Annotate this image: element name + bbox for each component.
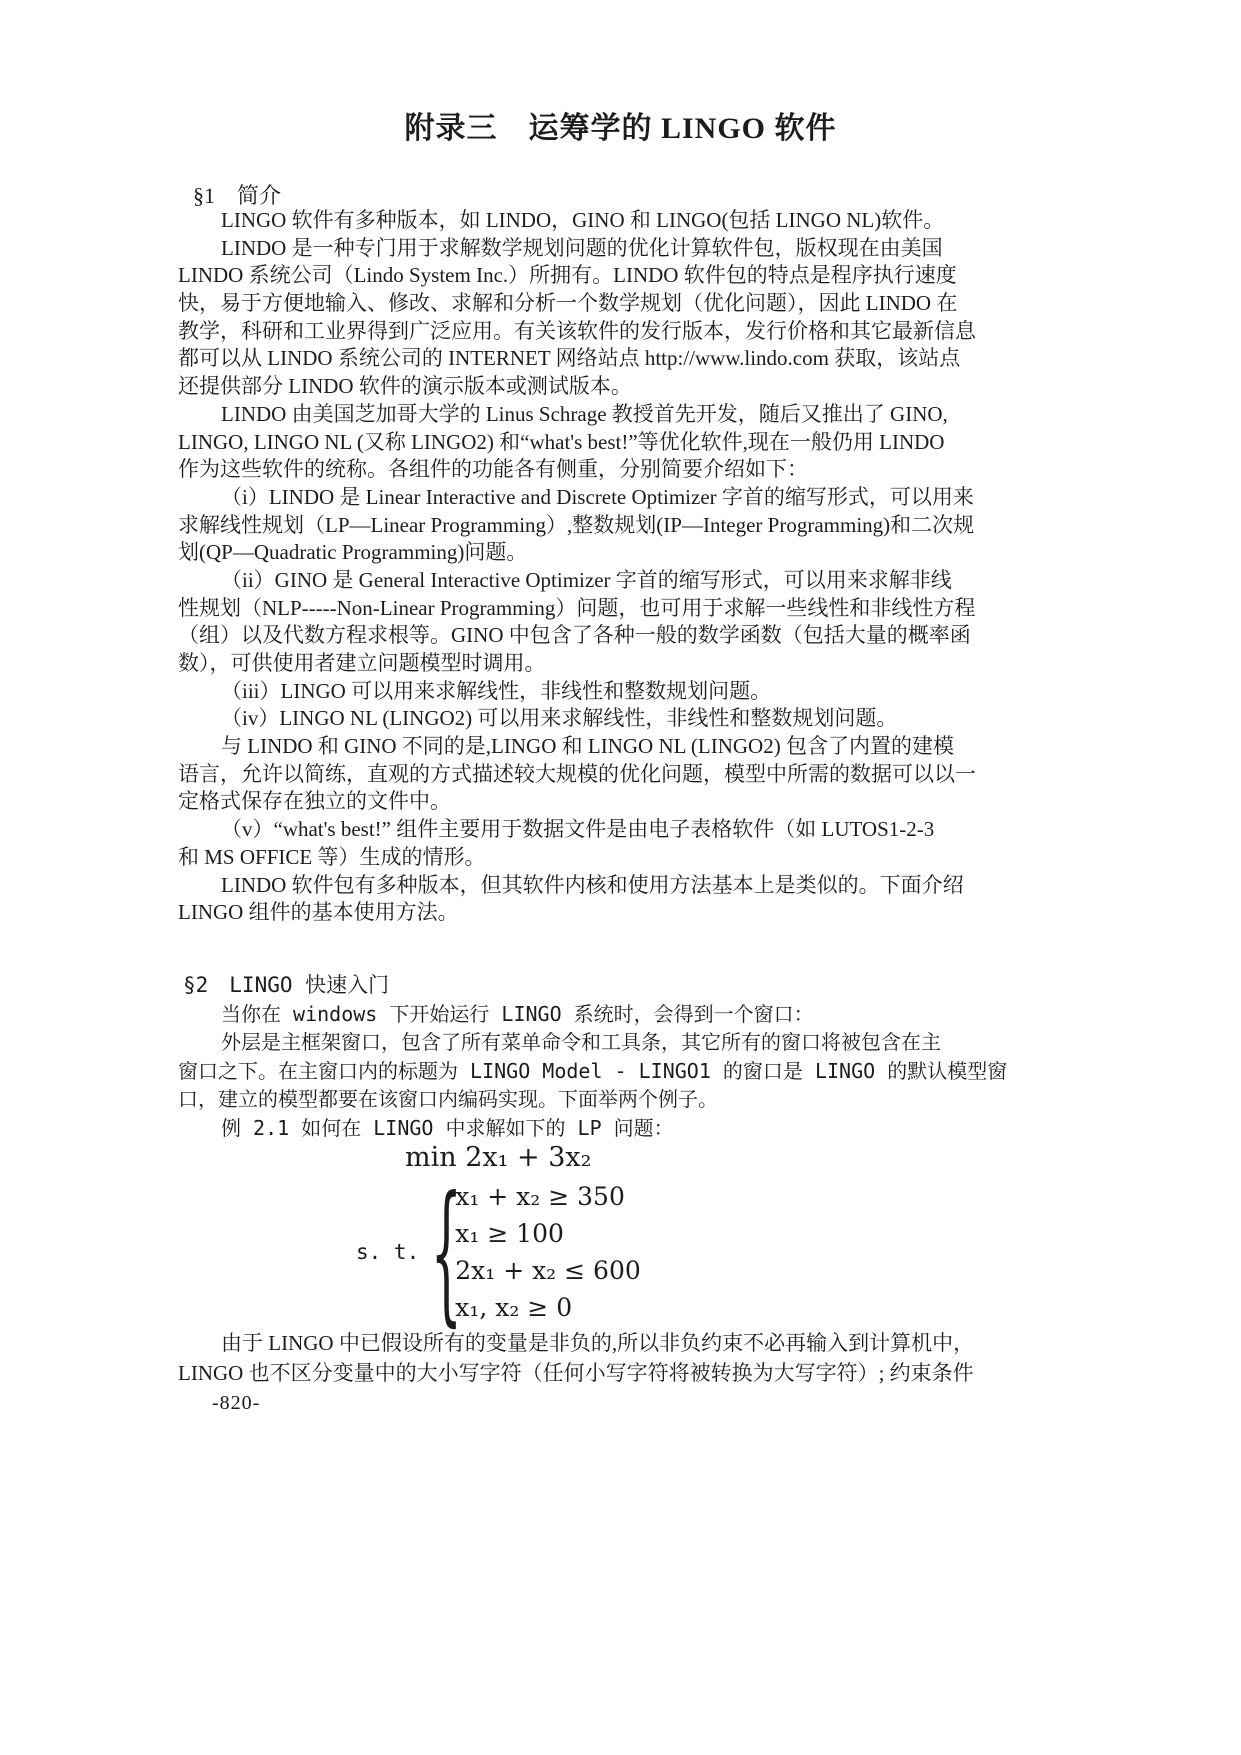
text-line: LINDO 是一种专门用于求解数学规划问题的优化计算软件包，版权现在由美国 xyxy=(221,235,943,260)
text-line: （i）LINDO 是 Linear Interactive and Discrete Optimizer 字首的缩写形式，可以用来 xyxy=(221,484,974,509)
text-line: 定格式保存在独立的文件中。 xyxy=(178,789,451,814)
section-1-body xyxy=(178,207,1078,927)
text-line: 例 2.1 如何在 LINGO 中求解如下的 LP 问题： xyxy=(221,1115,674,1140)
text-line: LINDO 由美国芝加哥大学的 Linus Schrage 教授首先开发，随后又推出了 GINO, xyxy=(221,401,948,426)
subject-to-label: s. t. xyxy=(356,1240,420,1264)
constraint-line: x₁ + x₂ ≥ 350 xyxy=(455,1182,625,1211)
text-line: 窗口之下。在主窗口内的标题为 LINGO Model - LINGO1 的窗口是 LINGO 的默认模型窗 xyxy=(178,1058,1008,1083)
text-line: 还提供部分 LINDO 软件的演示版本或测试版本。 xyxy=(178,374,632,399)
text-line: 当你在 windows 下开始运行 LINGO 系统时，会得到一个窗口： xyxy=(221,1002,814,1026)
text-line: 外层是主框架窗口，包含了所有菜单命令和工具条，其它所有的窗口将被包含在主 xyxy=(221,1030,941,1055)
text-line: 教学，科研和工业界得到广泛应用。有关该软件的发行版本，发行价格和其它最新信息 xyxy=(178,318,976,343)
constraint-line: 2x₁ + x₂ ≤ 600 xyxy=(455,1256,641,1285)
page-title: 附录三 运筹学的 LINGO 软件 xyxy=(404,112,837,145)
text-line: 由于 LINGO 中已假设所有的变量是非负的,所以非负约束不必再输入到计算机中， xyxy=(221,1331,975,1355)
lp-problem-formula xyxy=(0,1140,1241,1342)
page-number: -820- xyxy=(212,1392,261,1414)
section-2-closing xyxy=(178,1329,1078,1388)
text-line: （iv）LINGO NL (LINGO2) 可以用来求解线性，非线性和整数规划问题。 xyxy=(221,706,898,731)
section-2-heading: §2 LINGO 快速入门 xyxy=(183,973,390,997)
objective-function: min 2x₁ + 3x₂ xyxy=(405,1142,592,1173)
text-line: 快，易于方便地输入、修改、求解和分析一个数学规划（优化问题），因此 LINDO 在 xyxy=(178,291,958,316)
text-line: LINGO 组件的基本使用方法。 xyxy=(178,900,459,925)
text-line: 口，建立的模型都要在该窗口内编码实现。下面举两个例子。 xyxy=(178,1087,718,1112)
text-line: （iii）LINGO 可以用来求解线性，非线性和整数规划问题。 xyxy=(221,678,772,703)
constraint-line: x₁, x₂ ≥ 0 xyxy=(455,1293,573,1322)
text-line: 和 MS OFFICE 等）生成的情形。 xyxy=(178,844,486,869)
text-line: LINDO 软件包有多种版本，但其软件内核和使用方法基本上是类似的。下面介绍 xyxy=(221,872,964,897)
text-line: LINGO 软件有多种版本，如 LINDO，GINO 和 LINGO(包括 LINGO NL)软件。 xyxy=(221,208,945,232)
text-line: 性规划（NLP-----Non-Linear Programming）问题，也可用于求解一些线性和非线性方程 xyxy=(178,595,976,620)
text-line: LINDO 系统公司（Lindo System Inc.）所拥有。LINDO 软件包的特点是程序执行速度 xyxy=(178,263,957,288)
text-line: （ii）GINO 是 General Interactive Optimizer 字首的缩写形式，可以用来求解非线 xyxy=(221,567,952,592)
text-line: LINGO, LINGO NL (又称 LINGO2) 和“what's best!”等优化软件,现在一般仍用 LINDO xyxy=(178,429,945,454)
text-line: 都可以从 LINDO 系统公司的 INTERNET 网络站点 http://www.lindo.com 获取，该站点 xyxy=(178,346,961,371)
text-line: （组）以及代数方程求根等。GINO 中包含了各种一般的数学函数（包括大量的概率函 xyxy=(178,623,971,648)
text-line: 求解线性规划（LP—Linear Programming）,整数规划(IP—Integer Programming)和二次规 xyxy=(178,512,975,537)
constraint-line: x₁ ≥ 100 xyxy=(455,1219,564,1248)
text-line: 语言，允许以简练，直观的方式描述较大规模的优化问题，模型中所需的数据可以以一 xyxy=(178,761,976,786)
text-line: 数），可供使用者建立问题模型时调用。 xyxy=(178,651,546,675)
section-2-body xyxy=(178,1000,1078,1142)
text-line: 与 LINDO 和 GINO 不同的是,LINGO 和 LINGO NL (LINGO2) 包含了内置的建模 xyxy=(221,734,954,759)
constraint-list xyxy=(455,1178,641,1326)
text-line: （v）“what's best!” 组件主要用于数据文件是由电子表格软件（如 LUTOS1-2-3 xyxy=(221,817,935,842)
text-line: 作为这些软件的统称。各组件的功能各有侧重，分别简要介绍如下： xyxy=(178,457,808,482)
left-brace: { xyxy=(430,1162,463,1342)
section-1-heading: §1 简介 xyxy=(193,183,282,208)
text-line: LINGO 也不区分变量中的大小写字符（任何小写字符将被转换为大写字符）; 约束条件 xyxy=(178,1360,974,1385)
text-line: 划(QP—Quadratic Programming)问题。 xyxy=(178,540,528,565)
